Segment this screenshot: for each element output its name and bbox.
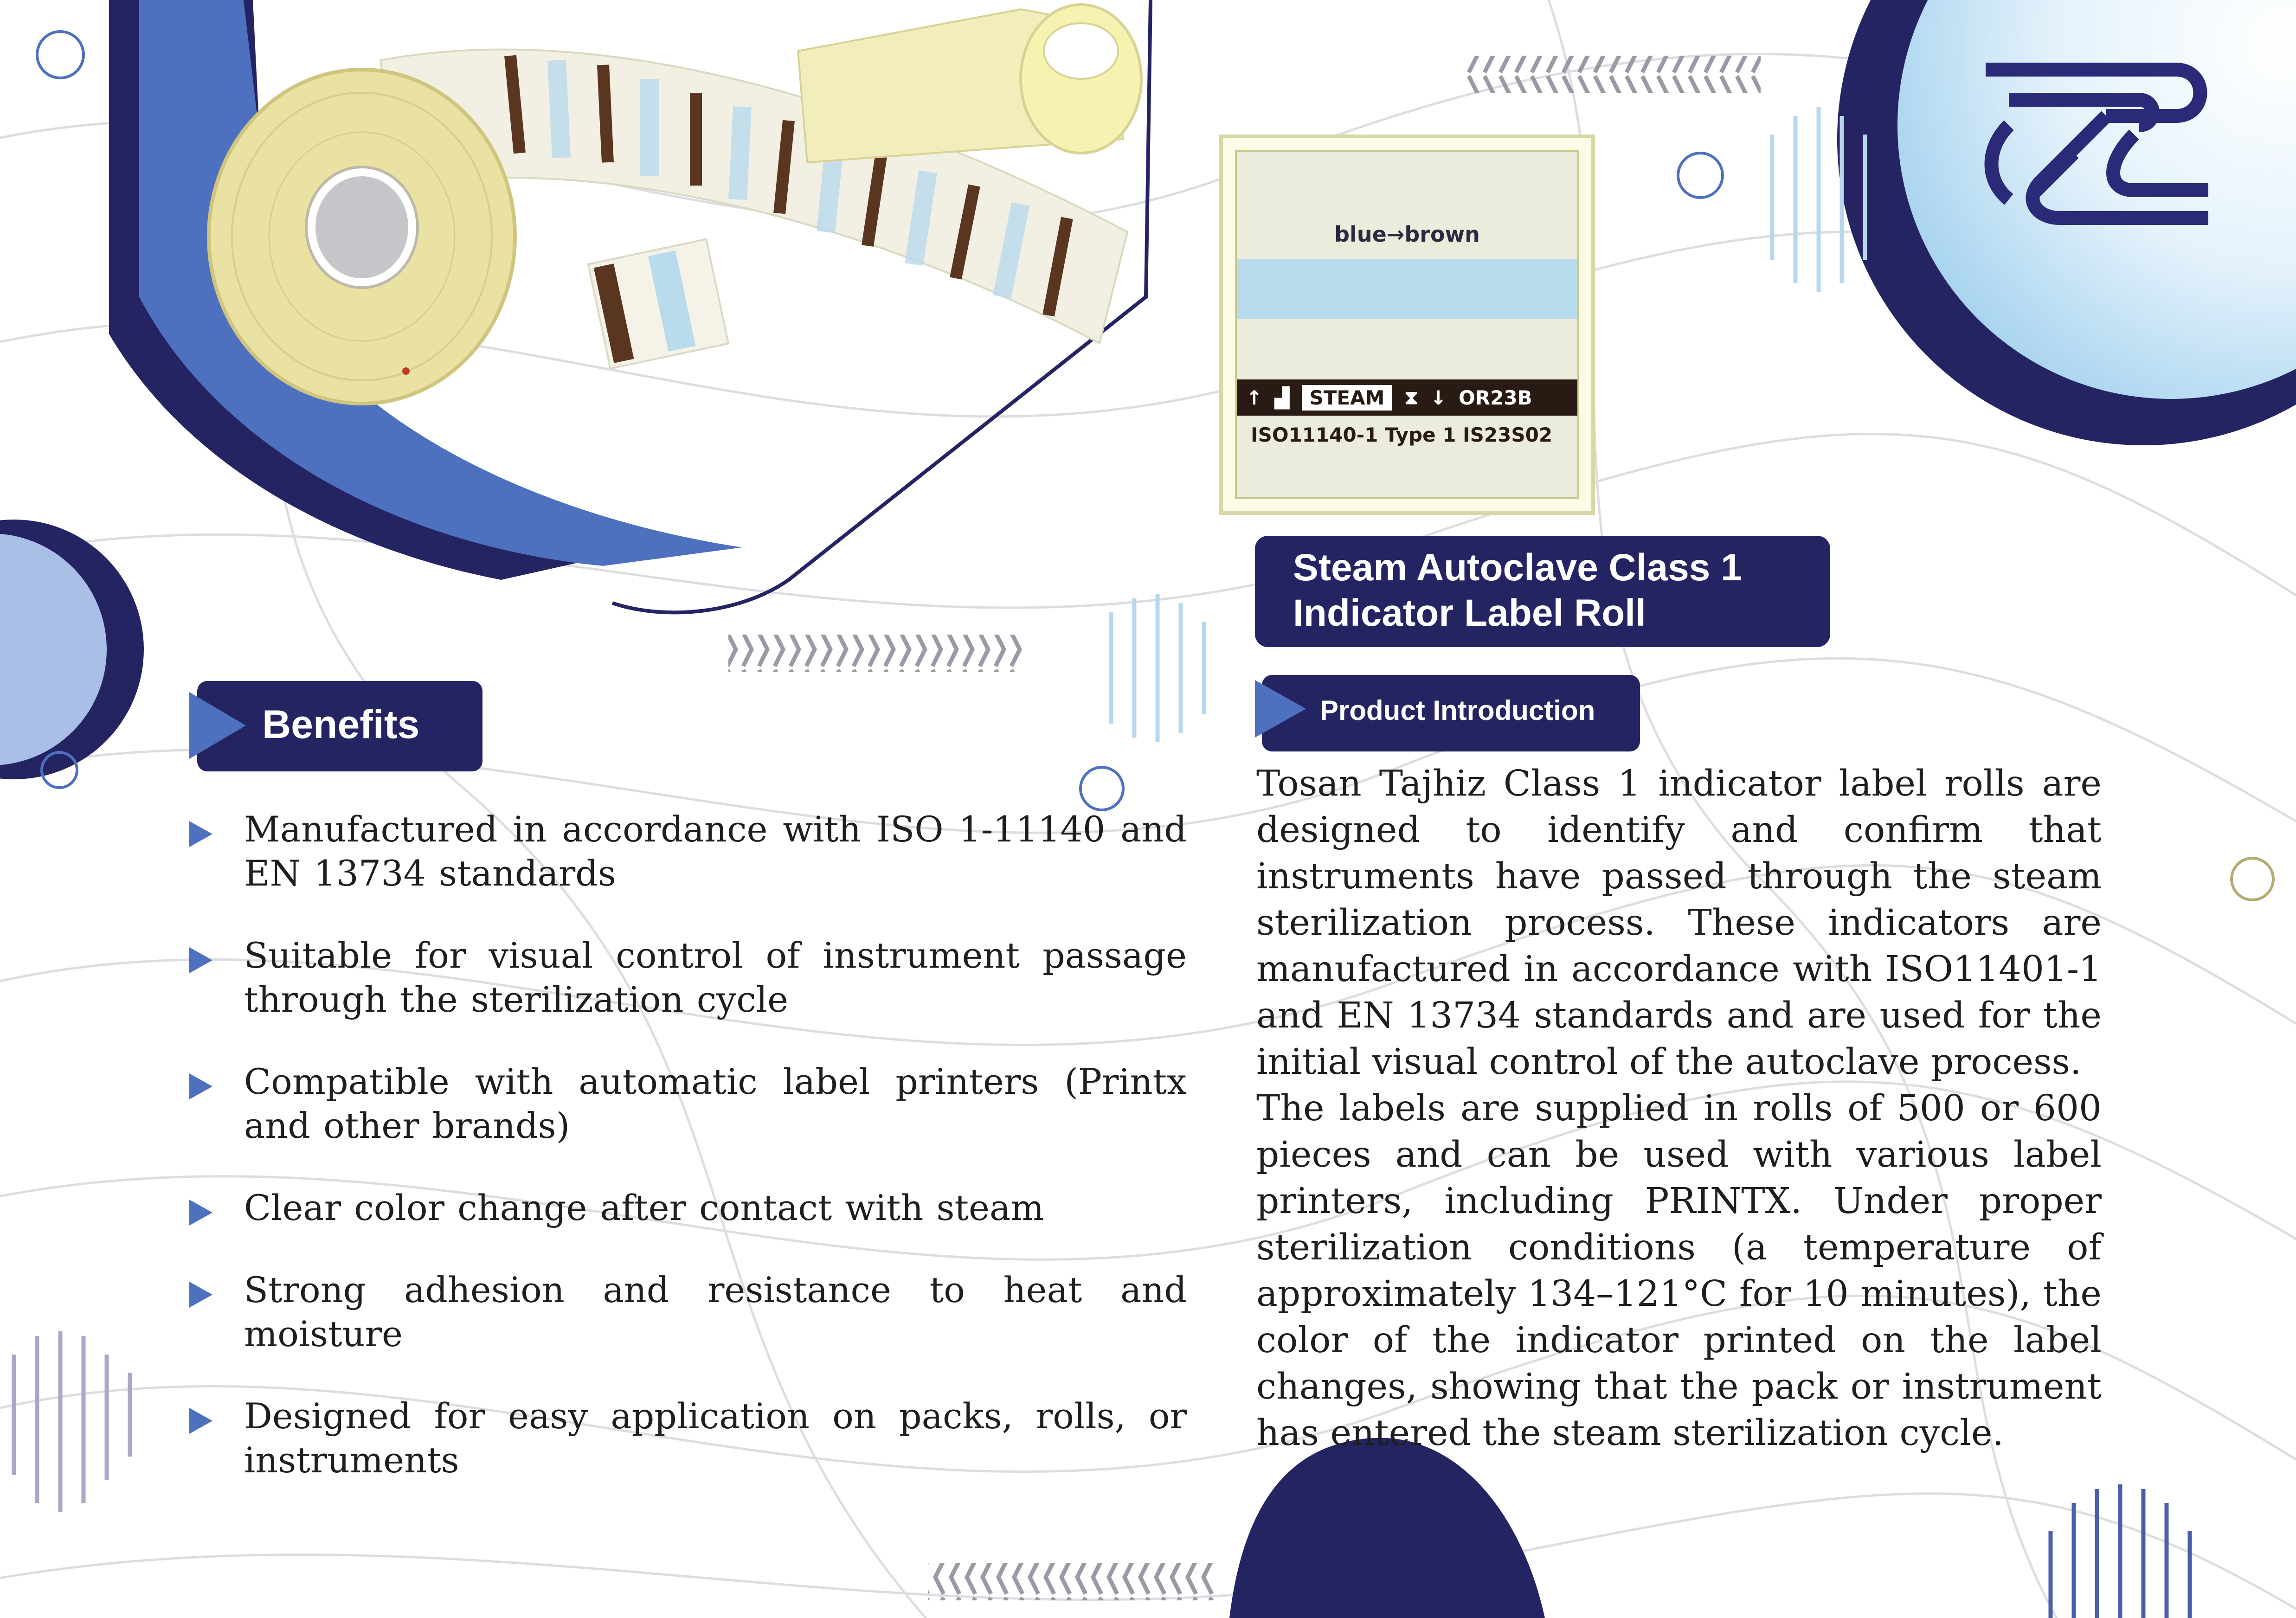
benefit-text: Manufactured in accordance with ISO 1-11140 and EN 13734 standards: [244, 809, 1187, 894]
bullet-arrow-icon: [189, 1408, 212, 1434]
benefits-list: [189, 807, 1187, 1520]
factory-icon: ▟: [1274, 386, 1290, 409]
label-color-change-text: blue→brown: [1334, 222, 1480, 247]
product-title: [1255, 536, 1830, 647]
label-info-bar: [1237, 379, 1577, 416]
blue-lines: [2051, 1484, 2190, 1618]
benefit-text: Clear color change after contact with steam: [244, 1187, 1044, 1228]
product-title-line1: Steam Autoclave Class 1: [1293, 546, 1742, 589]
list-item: [189, 1268, 1187, 1356]
benefit-text: Compatible with automatic label printers (Printx and other brands): [244, 1061, 1187, 1146]
list-item: [189, 1059, 1187, 1148]
bullet-arrow-icon: [189, 821, 212, 847]
intro-body: [1256, 761, 2102, 1457]
intro-heading-box: [1262, 675, 1640, 751]
intro-arrow-icon: [1255, 680, 1306, 738]
benefit-text: Designed for easy application on packs, rolls, or instruments: [244, 1395, 1187, 1481]
list-item: [189, 933, 1187, 1021]
bullet-arrow-icon: [189, 1282, 212, 1308]
label-iso-text: ISO11140-1 Type 1 IS23S02: [1251, 424, 1553, 446]
label-surface: [1235, 150, 1579, 499]
grey-lines: [14, 1331, 130, 1512]
intro-heading: Product Introduction: [1320, 695, 1595, 726]
up-arrow-icon: ↑: [1246, 386, 1263, 409]
label-indicator-band: [1237, 259, 1577, 319]
product-roll-image: [209, 5, 1141, 404]
benefit-text: Strong adhesion and resistance to heat and moisture: [244, 1269, 1187, 1355]
bullet-arrow-icon: [189, 1200, 212, 1226]
label-process-text: STEAM: [1302, 385, 1393, 411]
product-title-line2: Indicator Label Roll: [1293, 592, 1646, 634]
bullet-arrow-icon: [189, 1073, 212, 1099]
intro-paragraph-1: Tosan Tajhiz Class 1 indicator label rolls are designed to identify and confirm that instruments have passed through the steam sterilization process. These indicators are manufactured in accordance with ISO11401-1 and EN 13734 standards and are used for the initial visual control of the autoclave process.: [1256, 763, 2102, 1083]
list-item: [189, 1186, 1187, 1230]
label-code-text: OR23B: [1459, 386, 1532, 409]
hourglass-icon: ⧗: [1404, 386, 1418, 409]
list-item: [189, 807, 1187, 895]
down-arrow-icon: ↓: [1430, 386, 1447, 409]
benefits-arrow-icon: [189, 692, 246, 759]
intro-paragraph-2: The labels are supplied in rolls of 500 or 600 pieces and can be used with various label printers, including PRINTX. Under proper sterilization conditions (a temperature of approximately 134–121°C for 10 minutes), the color of the indicator printed on the label changes, showing that the pack or instrument has entered the steam sterilization cycle.: [1256, 1088, 2102, 1454]
bullet-arrow-icon: [189, 947, 212, 973]
benefits-heading: Benefits: [262, 702, 420, 747]
indicator-label-photo: [1219, 135, 1595, 515]
list-item: [189, 1394, 1187, 1482]
benefit-text: Suitable for visual control of instrument passage through the sterilization cycle: [244, 935, 1187, 1020]
